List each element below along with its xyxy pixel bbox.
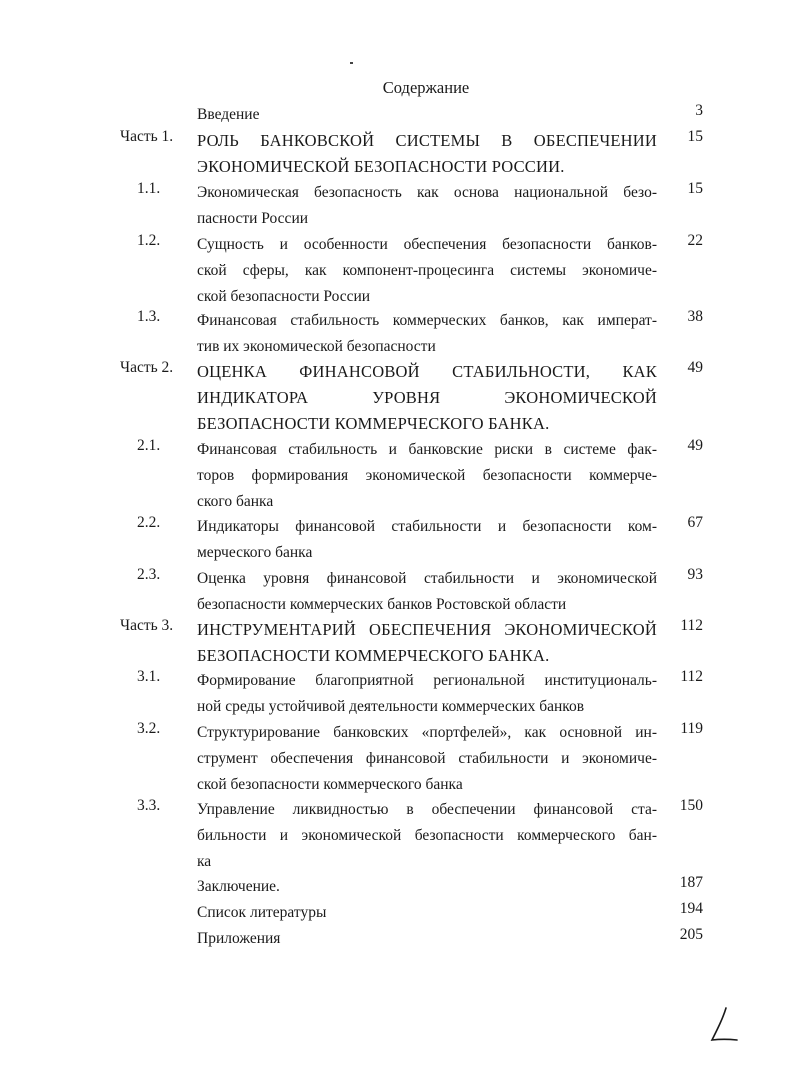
scan-speck — [350, 62, 353, 64]
toc-entry-number: 1.3. — [137, 308, 161, 325]
toc-entry-page: 112 — [680, 617, 703, 634]
toc-entry-line: бильности и экономической безопасности коммерческого бан- — [197, 826, 657, 844]
toc-entry-line: Финансовая стабильность коммерческих банков, как императ- — [197, 312, 657, 329]
toc-entry-number: 2.2. — [137, 514, 161, 531]
toc-entry-title — [197, 900, 657, 926]
toc-entry-line: Индикаторы финансовой стабильности и безопасности ком- — [197, 518, 657, 535]
toc-entry-number: Часть 2. — [120, 359, 174, 376]
toc-entry-title — [197, 926, 657, 952]
toc-entry-line: Сущность и особенности обеспечения безопасности банков- — [197, 236, 657, 253]
toc-entry-line: мерческого банка — [197, 543, 313, 561]
toc-entry-title — [197, 797, 657, 874]
page-title: Содержание — [382, 78, 470, 97]
toc-entry-title — [197, 514, 657, 566]
toc-entry-line: ЭКОНОМИЧЕСКОЙ БЕЗОПАСНОСТИ РОССИИ. — [197, 156, 565, 176]
toc-entry-line: ИНДИКАТОРА УРОВНЯ ЭКОНОМИЧЕСКОЙ — [197, 387, 657, 407]
toc-entry-line: Формирование благоприятной региональной институциональ- — [197, 672, 657, 689]
toc-entry-line: безопасности коммерческих банков Ростовской области — [197, 595, 567, 613]
toc-entry-number: 3.1. — [137, 668, 161, 685]
toc-entry-page: 15 — [687, 180, 703, 197]
toc-entry-line: БЕЗОПАСНОСТИ КОММЕРЧЕСКОГО БАНКА. — [197, 645, 550, 665]
toc-entry-title — [197, 180, 657, 232]
toc-entry-page: 119 — [680, 720, 703, 737]
toc-entry-page: 205 — [679, 926, 703, 943]
toc-entry-line: ИНСТРУМЕНТАРИЙ ОБЕСПЕЧЕНИЯ ЭКОНОМИЧЕСКОЙ — [197, 620, 657, 639]
toc-entry-line: Список литературы — [197, 904, 327, 921]
toc-entry-line: Управление ликвидностью в обеспечении финансовой ста- — [197, 801, 657, 818]
toc-entry-page: 150 — [679, 797, 703, 814]
toc-entry-line: ка — [197, 852, 212, 870]
toc-entry-page: 3 — [695, 102, 703, 119]
toc-entry-line: ской безопасности коммерческого банка — [197, 775, 463, 793]
toc-entry-page: 67 — [687, 514, 703, 531]
toc-entry-number: 3.3. — [137, 797, 161, 814]
toc-entry-page: 194 — [679, 900, 703, 917]
toc-entry-number: Часть 1. — [120, 128, 174, 145]
toc-entry-line: ской сферы, как компонент-процесинга системы экономиче- — [197, 261, 657, 279]
toc-entry-line: ской безопасности России — [197, 287, 371, 305]
toc-entry-title — [197, 437, 657, 514]
toc-entry-title — [197, 668, 657, 720]
toc-entry-title — [197, 359, 657, 436]
toc-entry-line: Оценка уровня финансовой стабильности и экономической — [197, 570, 657, 587]
toc-entry-line: ной среды устойчивой деятельности коммерческих банков — [197, 697, 585, 715]
toc-entry-line: струмент обеспечения финансовой стабильности и экономиче- — [197, 749, 657, 767]
toc-entry-line: Введение — [197, 106, 260, 123]
toc-entry-page: 49 — [687, 359, 703, 376]
toc-entry-page: 93 — [687, 566, 703, 583]
toc-entry-page: 187 — [679, 874, 703, 891]
toc-entry-line: Структурирование банковских «портфелей», как основной ин- — [197, 724, 657, 741]
toc-entry-page: 22 — [687, 232, 703, 249]
toc-entry-number: 2.1. — [137, 437, 161, 454]
toc-entry-page: 49 — [687, 437, 703, 454]
toc-entry-line: ского банка — [197, 492, 274, 510]
toc-entry-line: БЕЗОПАСНОСТИ КОММЕРЧЕСКОГО БАНКА. — [197, 413, 550, 433]
toc-entry-number: 1.1. — [137, 180, 161, 197]
toc-entry-line: Приложения — [197, 930, 281, 947]
toc-entry-title — [197, 102, 657, 128]
toc-entry-line: тив их экономической безопасности — [197, 337, 436, 355]
page-number-signature-icon — [706, 1006, 742, 1046]
toc-entry-number: 2.3. — [137, 566, 161, 583]
toc-entry-title — [197, 128, 657, 180]
toc-entry-number: 1.2. — [137, 232, 161, 249]
toc-entry-title — [197, 617, 657, 669]
toc-entry-line: Финансовая стабильность и банковские риски в системе фак- — [197, 441, 657, 458]
toc-entry-line: РОЛЬ БАНКОВСКОЙ СИСТЕМЫ В ОБЕСПЕЧЕНИИ — [197, 131, 657, 150]
toc-entry-line: торов формирования экономической безопасности коммерче- — [197, 466, 657, 484]
toc-entry-line: пасности России — [197, 209, 309, 227]
toc-entry-title — [197, 720, 657, 797]
toc-entry-number: 3.2. — [137, 720, 161, 737]
toc-entry-line: Заключение. — [197, 878, 280, 895]
toc-entry-title — [197, 308, 657, 360]
toc-entry-page: 15 — [687, 128, 703, 145]
toc-entry-title — [197, 232, 657, 309]
toc-entry-line: Экономическая безопасность как основа национальной безо- — [197, 184, 657, 201]
toc-entry-page: 112 — [680, 668, 703, 685]
toc-entry-line: ОЦЕНКА ФИНАНСОВОЙ СТАБИЛЬНОСТИ, КАК — [197, 362, 657, 381]
toc-entry-page: 38 — [687, 308, 703, 325]
toc-entry-title — [197, 566, 657, 618]
toc-entry-number: Часть 3. — [120, 617, 174, 634]
toc-entry-title — [197, 874, 657, 900]
